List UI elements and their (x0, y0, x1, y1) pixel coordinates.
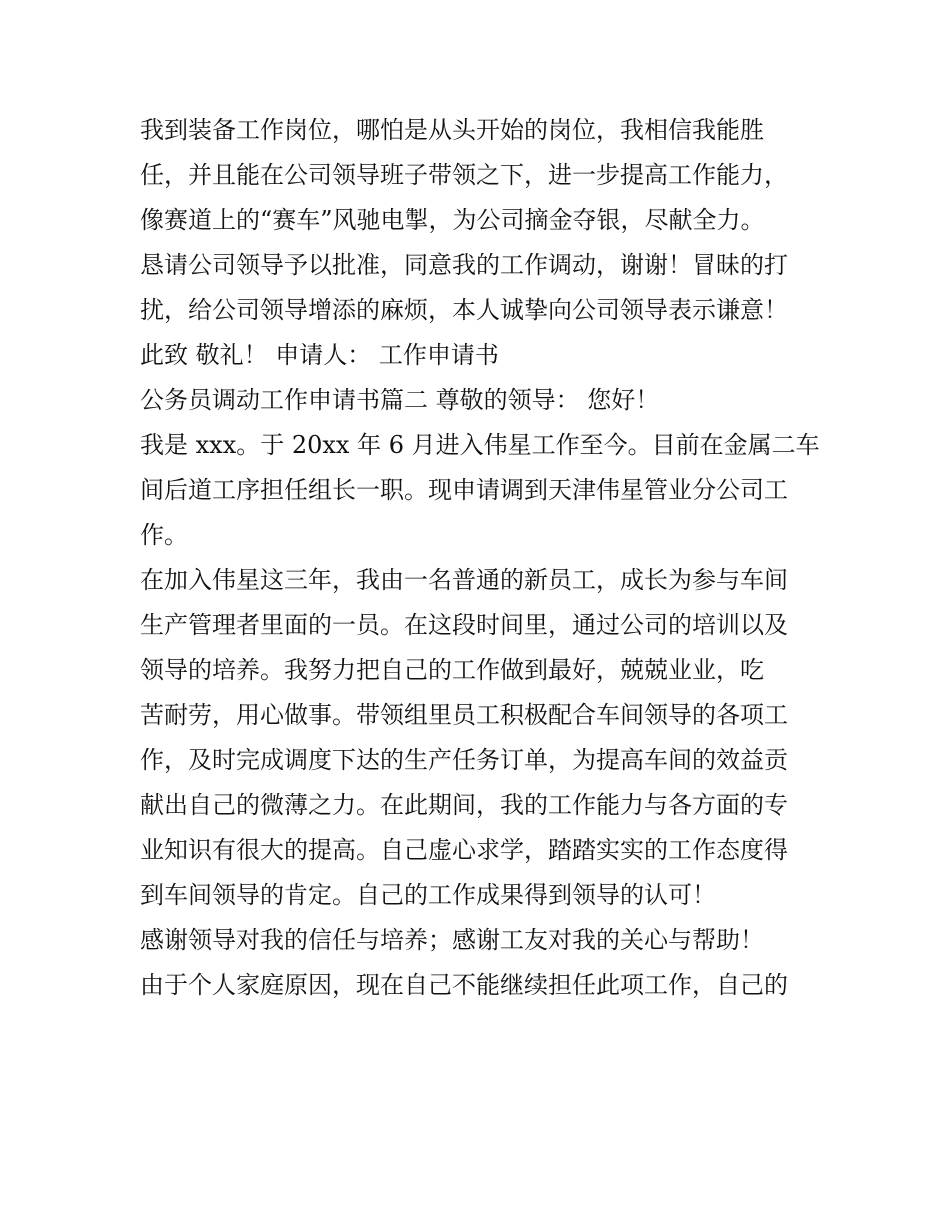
text-line-19: 感谢领导对我的信任与培养；感谢工友对我的关心与帮助！ (140, 926, 764, 954)
text-line-20: 由于个人家庭原因，现在自己不能继续担任此项工作，自己的 (140, 971, 788, 999)
text-line-6: 此致 敬礼！ 申请人： 工作申请书 (140, 341, 499, 369)
text-line-2: 任，并且能在公司领导班子带领之下，进一步提高工作能力， (140, 161, 788, 189)
text-line-11: 在加入伟星这三年，我由一名普通的新员工，成长为参与车间 (140, 566, 788, 594)
text-line-10: 作。 (140, 521, 188, 549)
text-line-12: 生产管理者里面的一员。在这段时间里，通过公司的培训以及 (140, 611, 788, 639)
text-line-14: 苦耐劳，用心做事。带领组里员工积极配合车间领导的各项工 (140, 701, 788, 729)
text-line-18: 到车间领导的肯定。自己的工作成果得到领导的认可！ (140, 881, 716, 909)
text-line-1: 我到装备工作岗位，哪怕是从头开始的岗位，我相信我能胜 (140, 116, 764, 144)
text-line-13: 领导的培养。我努力把自己的工作做到最好，兢兢业业，吃 (140, 656, 764, 684)
text-line-17: 业知识有很大的提高。自己虚心求学，踏踏实实的工作态度得 (140, 836, 788, 864)
text-line-3: 像赛道上的“赛车”风驰电掣，为公司摘金夺银，尽献全力。 (140, 206, 765, 234)
text-line-9: 间后道工序担任组长一职。现申请调到天津伟星管业分公司工 (140, 476, 788, 504)
text-line-16: 献出自己的微薄之力。在此期间，我的工作能力与各方面的专 (140, 791, 788, 819)
text-line-15: 作，及时完成调度下达的生产任务订单，为提高车间的效益贡 (140, 746, 788, 774)
text-line-5: 扰，给公司领导增添的麻烦，本人诚挚向公司领导表示谦意！ (140, 296, 788, 324)
text-line-7: 公务员调动工作申请书篇二 尊敬的领导： 您好！ (140, 386, 660, 414)
text-line-4: 恳请公司领导予以批准，同意我的工作调动，谢谢！冒昧的打 (140, 251, 788, 279)
text-line-8: 我是 xxx。于 20xx 年 6 月进入伟星工作至今。目前在金属二车 (140, 431, 820, 459)
document-body (140, 108, 820, 1008)
